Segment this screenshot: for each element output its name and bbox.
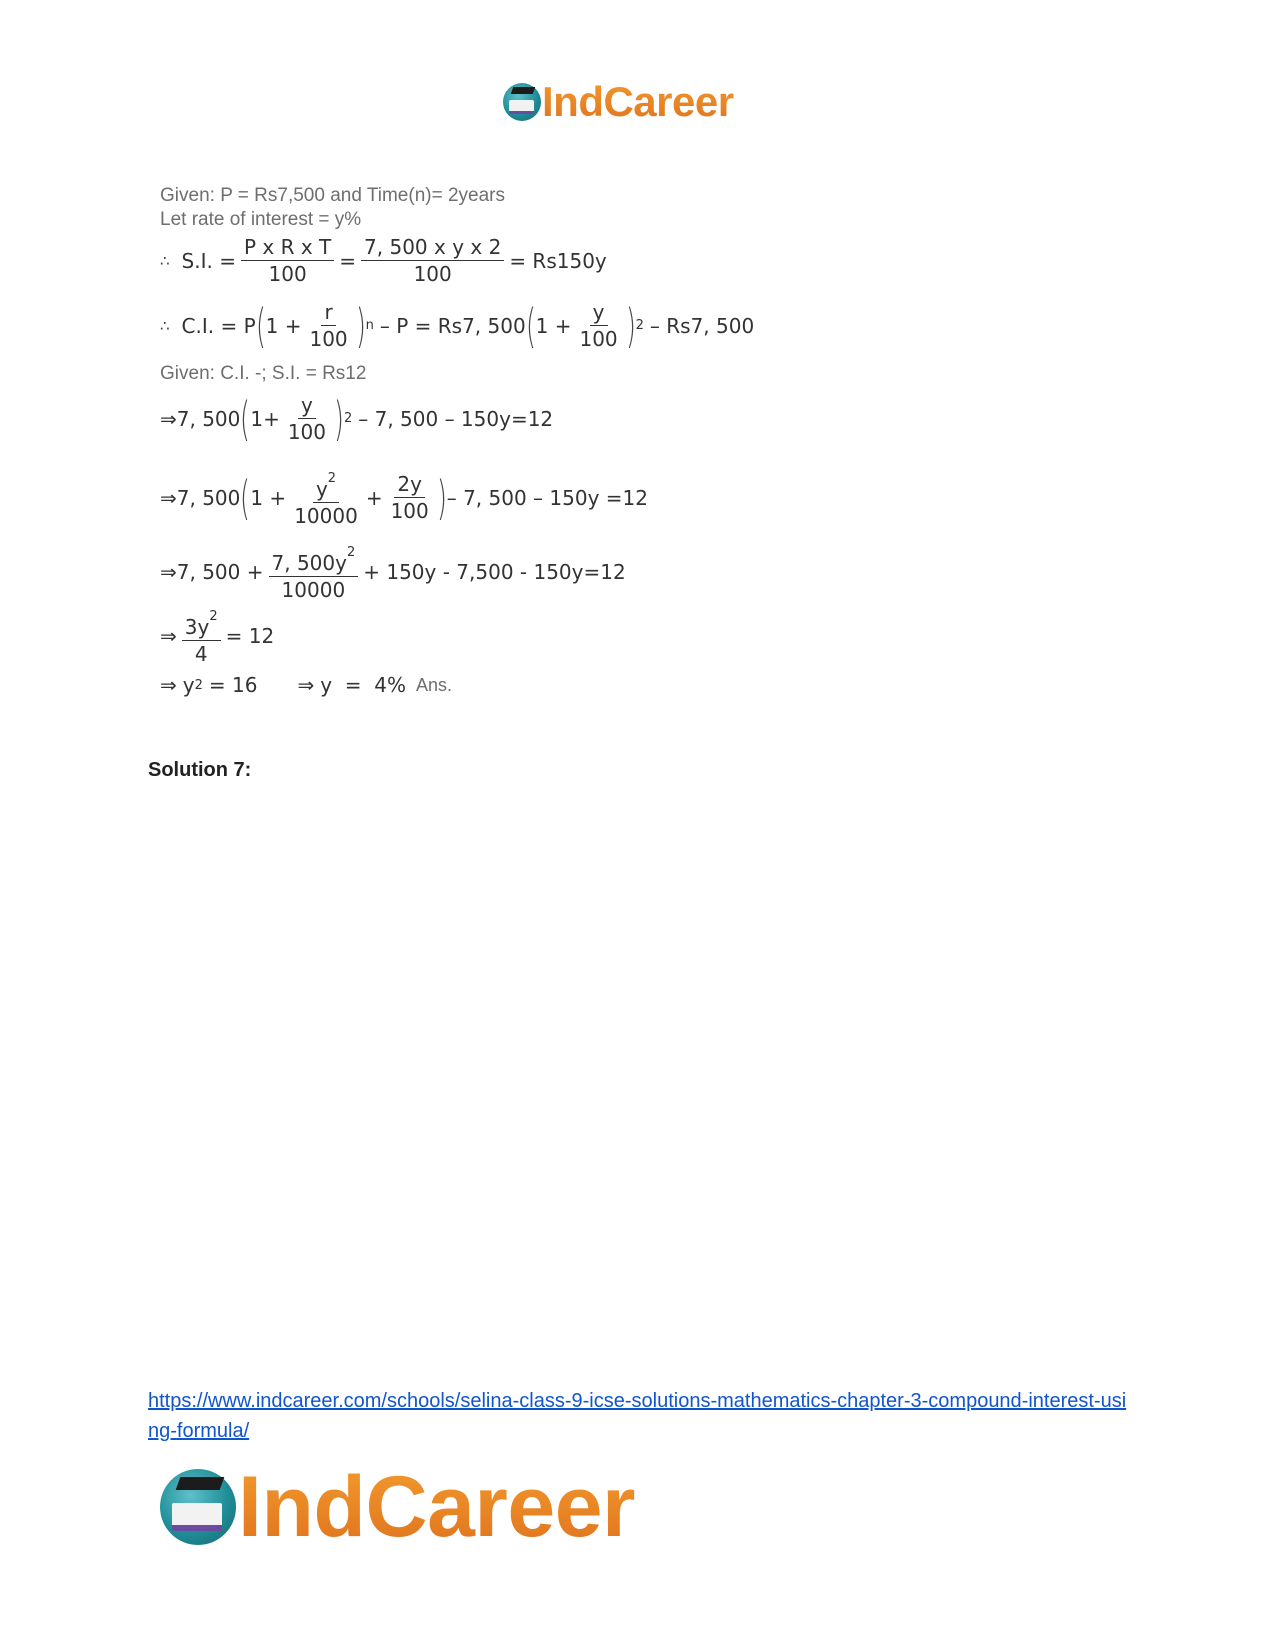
step-5: ⇒ y 2 = 16 ⇒ y = 4% Ans. [160,673,453,697]
header-logo-text: IndCareer [542,78,734,125]
given-line-3: Given: C.I. -; S.I. = Rs12 [160,363,367,384]
si-result: = Rs150y [509,248,607,273]
footer-url-link[interactable]: https://www.indcareer.com/schools/selina-class-9-icse-solutions-mathematics-chapter-3-compound-interest-using-formula/ [148,1390,1127,1442]
step-3: ⇒ 7, 500 + $\frac{7, 500y^2}{10000}$ + 150y - 7,500 - 150y=12 [160,541,626,602]
answer-label: Ans. [416,674,453,695]
step-1: ⇒ 7, 500 ( 1+ $\frac{y}{100}$ ) 2 – 7, 500 – 150y=12 [160,391,554,446]
ci-fraction-2: $\frac{y}{100}$ [579,300,618,351]
step-4: ⇒ $\frac{3y^2}{4}$ = 12 [160,605,274,666]
ci-fraction-1: $\frac{r}{100}$ [309,300,348,351]
si-fraction-1: $\frac{\text{P x R x T}}{100}$ [241,235,334,286]
solution-7-heading: Solution 7: [148,759,252,781]
graduation-globe-icon [160,1469,236,1545]
header-logo [503,78,734,126]
therefore-symbol: ∴ [160,251,170,270]
graduation-globe-icon [503,83,541,121]
given-line-1: Given: P = Rs7,500 and Time(n)= 2years [160,185,505,206]
step-2: ⇒ 7, 500 ( 1 + $\frac{y^2}{10000}$ + $\frac{2y}{100}$ ) – 7, 500 – 150y =12 [160,467,648,528]
footer-logo [160,1459,635,1555]
si-equation: ∴ S.I. = $\frac{\text{P x R x T}}{100}$ = $\frac{\text{7, 500 x y x 2}}{100}$ = Rs150y [160,235,607,286]
ci-label: C.I. = P [181,313,256,338]
footer-logo-text: IndCareer [238,1459,635,1555]
si-label: S.I. = [181,248,236,273]
ci-equation: ∴ C.I. = P ( 1 + $\frac{r}{100}$ ) n – P = Rs7, 500 ( 1 + $\frac{y}{100}$ ) 2 – Rs7, 500 [160,298,755,353]
si-fraction-2: $\frac{\text{7, 500 x y x 2}}{100}$ [361,235,504,286]
given-line-2: Let rate of interest = y% [160,209,362,230]
